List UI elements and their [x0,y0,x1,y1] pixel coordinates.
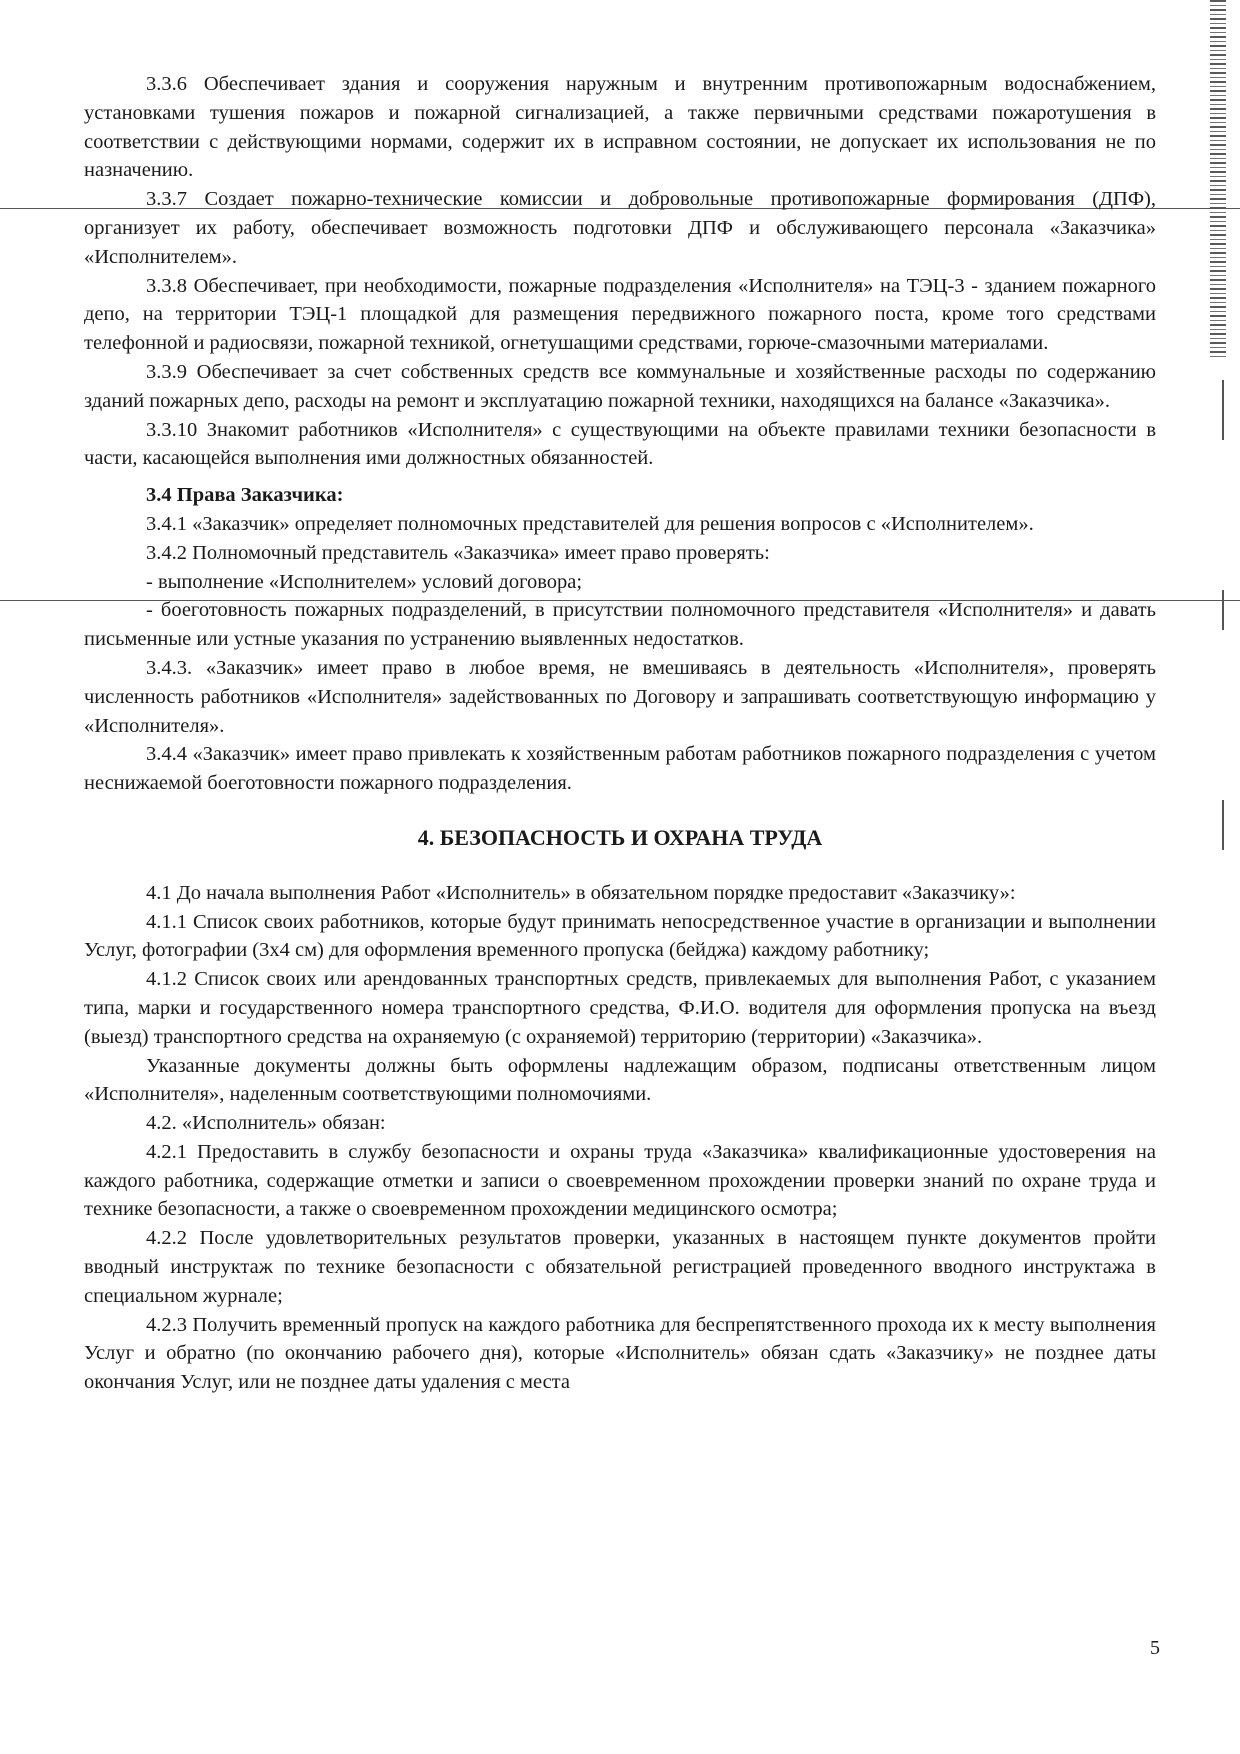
paragraph-4-2: 4.2. «Исполнитель» обязан: [146,1112,386,1135]
paragraph-4-2-2: 4.2.2 После удовлетворительных результатов проверки, указанных в настоящем пункте документов пройти вводный инструктаж по технике безопасности с обязательной регистрацией проведенного вводного инструктажа в специальном журнале; [84,1227,1156,1307]
paragraph-documents-note: Указанные документы должны быть оформлены надлежащим образом, подписаны ответственным лицом «Исполнителя», наделенным соответствующими полномочиями. [84,1054,1156,1106]
paragraph-3-3-9: 3.3.9 Обеспечивает за счет собственных средств все коммунальные и хозяйственные расходы по содержанию зданий пожарных депо, расходы на ремонт и эксплуатацию пожарной техники, находящихся на балансе «Заказчика». [84,360,1156,412]
list-item: - боеготовность пожарных подразделений, в присутствии полномочного представителя «Исполнителя» и давать письменные или устные указания по устранению выявленных недостатков. [84,599,1156,651]
paragraph-4-1-2: 4.1.2 Список своих или арендованных транспортных средств, привлекаемых для выполнения Работ, с указанием типа, марки и государственного номера транспортного средства, Ф.И.О. водителя для оформления пропуска на въезд (выезд) транспортного средства на охраняемую (с охраняемой) территорию (территории) «Заказчика». [84,968,1156,1048]
paragraph-3-3-6: 3.3.6 Обеспечивает здания и сооружения наружным и внутренним противопожарным водоснабжением, установками тушения пожаров и пожарной сигнализацией, а также первичными средствами пожаротушения в соответствии с действующими нормами, содержит их в исправном состоянии, не допускает их использования не по назначению. [84,73,1156,182]
document-body [84,70,1156,1397]
paragraph-3-4-1: 3.4.1 «Заказчик» определяет полномочных представителей для решения вопросов с «Исполнителем». [146,512,1034,535]
section-4-heading: 4. БЕЗОПАСНОСТЬ И ОХРАНА ТРУДА [417,824,823,850]
scan-edge-mark [1222,380,1224,440]
paragraph-3-4-4: 3.4.4 «Заказчик» имеет право привлекать к хозяйственным работам работников пожарного подразделения с учетом неснижаемой боеготовности пожарного подразделения. [84,743,1156,795]
paragraph-3-3-8: 3.3.8 Обеспечивает, при необходимости, пожарные подразделения «Исполнителя» на ТЭЦ-3 - зданием пожарного депо, на территории ТЭЦ-1 площадкой для размещения передвижного пожарного поста, кроме того средствами телефонной и радиосвязи, пожарной техникой, огнетушащими средствами, горюче-смазочными материалами. [84,274,1156,355]
paragraph-3-3-7: 3.3.7 Создает пожарно-технические комиссии и добровольные противопожарные формирования (ДПФ), организует их работу, обеспечивает возможность подготовки ДПФ и обслуживающего персонала «Заказчика» «Исполнителем». [84,188,1156,268]
paragraph-4-1: 4.1 До начала выполнения Работ «Исполнитель» в обязательном порядке предоставит «Заказчику»: [146,881,1016,904]
scan-edge-mark [1222,590,1224,630]
paragraph-4-1-1: 4.1.1 Список своих работников, которые будут принимать непосредственное участие в организации и выполнении Услуг, фотографии (3х4 см) для оформления временного пропуска (бейджа) каждому работнику; [84,910,1156,962]
list-item: - выполнение «Исполнителем» условий договора; [146,570,583,593]
paragraph-3-4-2: 3.4.2 Полномочный представитель «Заказчика» имеет право проверять: [146,541,770,564]
page-number: 5 [1150,1637,1160,1659]
paragraph-3-3-10: 3.3.10 Знакомит работников «Исполнителя» с существующими на объекте правилами техники безопасности в части, касающейся выполнения ими должностных обязанностей. [84,418,1156,470]
section-3-4-heading: 3.4 Права Заказчика: [146,484,344,507]
scan-edge-strip [1210,0,1226,360]
paragraph-3-4-3: 3.4.3. «Заказчик» имеет право в любое время, не вмешиваясь в деятельность «Исполнителя», проверять численность работников «Исполнителя» задействованных по Договору и запрашивать соответствующую информацию у «Исполнителя». [84,656,1156,737]
paragraph-4-2-1: 4.2.1 Предоставить в службу безопасности и охраны труда «Заказчика» квалификационные удостоверения на каждого работника, содержащие отметки и записи о своевременном прохождении проверки знаний по охране труда и технике безопасности, а также о своевременном прохождении медицинского осмотра; [84,1140,1156,1221]
paragraph-4-2-3: 4.2.3 Получить временный пропуск на каждого работника для беспрепятственного прохода их к месту выполнения Услуг и обратно (по окончанию рабочего дня), которые «Исполнитель» обязан сдать «Заказчику» не позднее даты окончания Услуг, или не позднее даты удаления с места [84,1313,1156,1394]
scan-edge-mark [1222,800,1224,850]
